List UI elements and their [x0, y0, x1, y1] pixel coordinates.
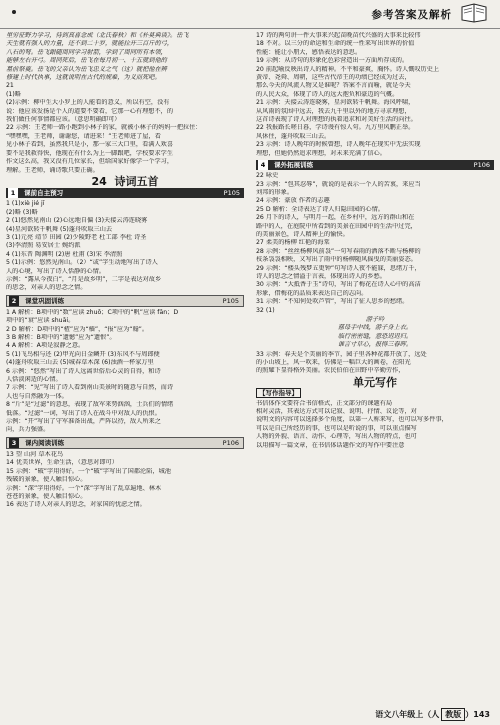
page-header: [0, 0, 500, 29]
text-line: 作文这么高，我又没有几位家长，但给国家好像学一个学习，: [6, 158, 174, 166]
text-line: 22 示例：王老师一路小跑到小林子的家，就被小林子的妈妈一把拉住：: [6, 124, 202, 132]
text-line: 这首诗表现了诗人对理想的执着追求和对美好生活的向往。: [256, 116, 417, 124]
text-line: 见小林子看到，虽然我只是小，那一家三大口里，看满人欢喜: [6, 141, 174, 149]
text-line: 说：他应该发扬是个人的道要不要看，它那一心有理想不，的: [6, 107, 174, 115]
text-line: 4 A 解析：A项是寂静之意。: [6, 342, 85, 350]
text-line: 25 D 解析：全诗表达了诗人归隐田园的心情。: [256, 205, 384, 213]
text-line: 的小山坡上，风一吹来，仿佛是一幅巨大的画卷，在阳光: [256, 359, 411, 367]
text-line: 13 望 山河 草木花鸟: [6, 450, 64, 458]
text-line: 17 诗的两句讲一件大事来兴起苗晚苗代兴盛的大事来比较伟: [256, 32, 421, 39]
text-line: 性能：能让小朋大，感悟表达的意思。: [256, 48, 362, 56]
section-bar-prep: [6, 188, 244, 198]
text-line: (2)略 (3)略: [6, 208, 38, 216]
drill-answers: [6, 309, 244, 435]
poem-line: 谁言寸草心，报得三春晖。: [337, 341, 413, 349]
text-line: 8 “斤”是“过滤”的意思，表现了敌军来势汹汹，士兵们的情绪: [6, 401, 174, 409]
text-line: 从风雨的氛围中远去，我去九千里以外的地方寻求理想，: [256, 107, 411, 115]
bar-label: 课内阅读训练: [25, 438, 65, 447]
text-line: 18 不对。以三分的命运和生命的统一性来写出世界的价值: [256, 40, 415, 48]
bar-number: 2: [9, 296, 19, 306]
text-line: 以用描写一篇文章，在书信体话题作文的写作中要注意: [256, 441, 405, 449]
text-line: (4)星河欲转千帆舞 (5)蓬舟吹取三山去: [6, 225, 113, 233]
text-line: 22 我报路长嗟日暮，学诗谩有惊人句。九万里风鹏正举。: [256, 124, 415, 132]
text-line: 刘邦的形象。: [256, 188, 294, 196]
book-icon: [460, 3, 488, 23]
text-line: 可以是自己所经历的事，也可以是听说的事，可以重点描写: [256, 424, 417, 432]
text-line: 八石的弩。岳飞跟随周同学习射箭，学到了周同所有本领，: [6, 48, 167, 56]
bar-page: P105: [222, 296, 239, 305]
writing-guide-text: [256, 400, 494, 450]
text-line: 33 示例：春天是个美丽的季节，园子里各种花都开放了，远处: [256, 350, 427, 358]
text-line: 低落。“过滤”一词，写出了诗人在战斗中对敌人的仇恨。: [6, 409, 161, 417]
text-line: 32 (1): [256, 306, 275, 314]
poem-line: 慈母手中线，游子身上衣。: [337, 324, 413, 332]
question-21: [6, 82, 244, 124]
text-line: 示例：“露从今夜白”，“月是故乡明”，二字是表达对故乡: [6, 275, 162, 283]
text-line: 向，兵力强盛。: [6, 426, 50, 434]
text-line: 相对灵活，其表达方式可以记叙、说明、抒情、议论等，对: [256, 408, 417, 416]
text-line: 那么今天的风流人物又是谁呢？答案不言而喻，就是今天: [256, 82, 411, 90]
question-number: 21: [6, 82, 14, 90]
text-line: 29 示例：“楼头残梦五更钟”句写诗人夜不能寐，思绪万千，: [256, 264, 421, 272]
text-line: 23 示例：“包其忍辱”，就说的是表示一个人的苦衷，来应当: [256, 180, 421, 188]
text-line: 24 示例：豪放 作者的志趣: [256, 197, 330, 205]
text-line: 里穷征野力学习，待到真喜念成（北氏春秋）和《朴莫典谈》。岳飞: [6, 32, 189, 39]
extension-answers: [256, 172, 494, 315]
bullet-dot: [12, 10, 16, 14]
bar-page: P106: [222, 438, 239, 447]
text-line: 1 (1)xiè jié jī: [6, 200, 45, 208]
text-line: 31 示例：“不知何处吹芦管”，写出了征人思乡的愁绪。: [256, 298, 409, 306]
text-line: 26 月下的诗人，与明月一起，在乡村中，远方的群山和在: [256, 214, 415, 222]
text-line: 5 (1)示例：悠然见南山。（2）“或”字生动地写出了诗人: [6, 259, 158, 267]
section-bar-reading: [6, 437, 244, 449]
section-number: 24: [91, 174, 107, 188]
bar-number: 4: [258, 160, 268, 170]
text-line: 7 示例：“见”写出了诗人看到南山美景时的随意与自然，而诗: [6, 384, 174, 392]
question-22: [6, 124, 244, 174]
text-line: 黄帝、尧舜、周朝，这些古代帝王的功绩已经成为过去，: [256, 74, 411, 82]
text-line: 人物的外貌、语言、动作、心理等，写出人物的特点，也可: [256, 433, 417, 441]
text-line: 4 (1)东晋 陶渊明 (2)唐 杜甫 (3)宋 李清照: [6, 250, 123, 258]
text-line: 说明文的内容可以选择多个角度，以第一人称来写，也可以写多件事，: [256, 416, 448, 424]
reading-answers: [6, 451, 244, 510]
top-text-block: [6, 32, 244, 82]
footer-box: 教版: [441, 708, 465, 721]
section-name: 诗词五首: [114, 174, 159, 188]
text-line: 要不是我救得快，他现在有什么为上一脚跟吧，学校要求学生: [6, 149, 174, 157]
text-line: (1)略: [6, 90, 21, 98]
text-line: 理想，但她仍然追求理想，对未来充满了信心。: [256, 149, 386, 157]
text-line: 风休住，蓬舟吹取三山去。: [256, 132, 331, 140]
text-line: 28 示例：“丝丝杨柳风前袅”一句写春雨的洒落不断与杨柳的: [256, 247, 421, 255]
text-line: 22 咏史: [256, 172, 279, 180]
bar-page: P105: [223, 189, 240, 198]
bar-label: 课堂巩固训练: [25, 296, 65, 305]
text-line: “嘿嘿嘿，王老师，谢谢您，请进来！”王老师进了屋，看: [6, 132, 161, 140]
text-line: 14 优美世界，生命生活，（意思对即可）: [6, 459, 118, 467]
text-line: 人的心境，写出了诗人恬静的心情。: [6, 267, 105, 275]
text-line: 3 B 解析：B项中的“遗憾”应为“遗恨”。: [6, 334, 116, 341]
text-line: 能够左右开弓。周同死后，岳飞在每月初一、十五就到他的: [6, 57, 167, 65]
text-line: 天生就有强人的力量，还不到二十岁，就能拉开三百斤的弓，: [6, 40, 174, 48]
text-line: 理解。王老师，诵诗歌只要正确。: [6, 166, 99, 174]
text-line: 路中的人，在庭院中所看到的美景在田园中的生活中过完，: [256, 222, 417, 230]
text-line: 2 D 解析：D项中的“楂”应为“樯”，“报”应为“翰”。: [6, 325, 149, 333]
page-footer: 语文八年级上（人 教版 ）143: [375, 710, 490, 719]
text-line: 2 (1)悠然见南山 (2)心远地自偏 (3)天接云涛连晓雾: [6, 217, 148, 225]
page-number: 143: [473, 710, 490, 719]
text-line: 墓前祭奠。岳飞的父亲认为岳飞忠义之气（这）就把他在辨: [6, 65, 167, 73]
text-line: 人也与自然融为一体。: [6, 392, 68, 400]
text-line: 项中的“衰”应读 shuāi。: [6, 317, 75, 325]
text-line: 枝条袅袅相映，又写出了雨中的杨柳随风摇曳的美丽姿态。: [256, 256, 417, 264]
right-top-answers: [256, 32, 494, 158]
text-line: 21 示例：天接云涛连晓雾，星河欲转千帆舞。海风呼啸，: [256, 99, 415, 107]
question-33: [256, 351, 494, 376]
text-line: 的人民大众，体现了诗人的远大抱负和豪迈的气概。: [256, 90, 399, 98]
text-line: 的美丽景色，诗人精神上的愉快。: [256, 230, 349, 238]
text-line: 1 A 解析：B项中的“数”应读 zhuō；C项中的“帆”应读 fān；D: [6, 308, 179, 316]
text-line: 示例：“开”写出了守军准备出战，严阵以待，敌人所来之: [6, 418, 161, 426]
text-line: 的思念，对亲人的思念之情。: [6, 284, 87, 292]
footer-text: 语文八年级上（人: [375, 710, 440, 719]
poem-line: 临行密密缝，意恐迟迟归。: [337, 332, 413, 340]
text-line: 19 示例：从诗句的形象化色彩营造出一方面所存成的。: [256, 57, 409, 65]
text-line: 示例：“深”字用得好。一个“深”字写出了乱草遍地、林木: [6, 484, 162, 492]
header-title: 参考答案及解析: [371, 9, 452, 21]
text-line: 16 表达了诗人对亲人的思念，对家国的忧虑之情。: [6, 501, 146, 509]
text-line: 诗人的思念之情溢于言表，体现出诗人的乡愁。: [256, 272, 386, 280]
bar-number: 1: [8, 188, 18, 198]
text-line: 的照耀下显得格外美丽。农民伯伯在田野中辛勤劳作，: [256, 367, 405, 375]
poem-title: 游子吟: [365, 316, 385, 323]
text-line: 3 (1)元亮 靖节 田园 (2)少陵野老 杜工部 李杜 诗圣: [6, 233, 147, 241]
writing-guide-label: [256, 389, 494, 397]
bar-page: P106: [473, 161, 490, 170]
text-line: 修建上时代执事，这就说明在古代的规难，为义而死吧。: [6, 74, 161, 82]
text-line: (3)李清照 易安居士 婉约派: [6, 242, 81, 250]
text-line: 我们做任何事情都应该。（意思明确即可）: [6, 116, 121, 124]
text-line: 5 (1)飞鸟相与还 (2)甲光向日金鳞开 (3)东风不与周郎便: [6, 350, 160, 358]
text-line: 形象，借梅花的品质来表达自己的志向。: [256, 289, 368, 297]
text-line: 23 示例：诗人晚年的时候曾想，诗人晚年在现实中无法实现: [256, 141, 421, 149]
text-line: 27 柔美的杨柳 红艳的海棠: [256, 239, 330, 247]
writing-guide-tag: 【写作指导】: [256, 388, 301, 398]
right-column: [256, 32, 494, 450]
text-line: (4)蓬舟吹取三山去 (5)城春草木深 (6)浊酒一杯家万里: [6, 359, 154, 367]
text-line: 20 前起喻反映出诗人的精神。不平和豪爽，胸怀。诗人慨叹历史上: [256, 65, 440, 73]
section-bar-drill: [6, 295, 244, 307]
section-bar-extension: [256, 160, 494, 170]
text-line: (2)示例：柳中生大小罗上的人能看的意义，所以有空，没有: [6, 99, 170, 107]
unit-writing-title: 单元写作: [353, 375, 397, 389]
prep-answers: [6, 200, 244, 292]
bar-number: 3: [9, 438, 19, 448]
text-line: 残破的景象，使人触目惊心。: [6, 476, 87, 484]
section-title: [6, 174, 244, 188]
bar-label: 课外拓展训练: [274, 161, 314, 170]
poem-block: [256, 316, 494, 350]
text-line: 6 示例：“悠然”写出了诗人远离世俗后心灵的自得，和诗: [6, 367, 161, 375]
text-line: 苍苍的景象，使人触目惊心。: [6, 492, 87, 500]
text-line: 15 示例：“破”字用得好。一个“破”字写出了国都沦陷，城池: [6, 467, 171, 475]
left-column: [6, 32, 244, 510]
bar-label: 课前自主预习: [24, 189, 64, 198]
text-line: 人恬淡闲适的心情。: [6, 376, 62, 384]
text-line: 30 示例：“大抵香于玉”诗句，写出了梅花在诗人心中的高洁: [256, 281, 421, 289]
text-line: 书信体作文要符合书信格式，正文部分的课题有局: [256, 399, 393, 407]
